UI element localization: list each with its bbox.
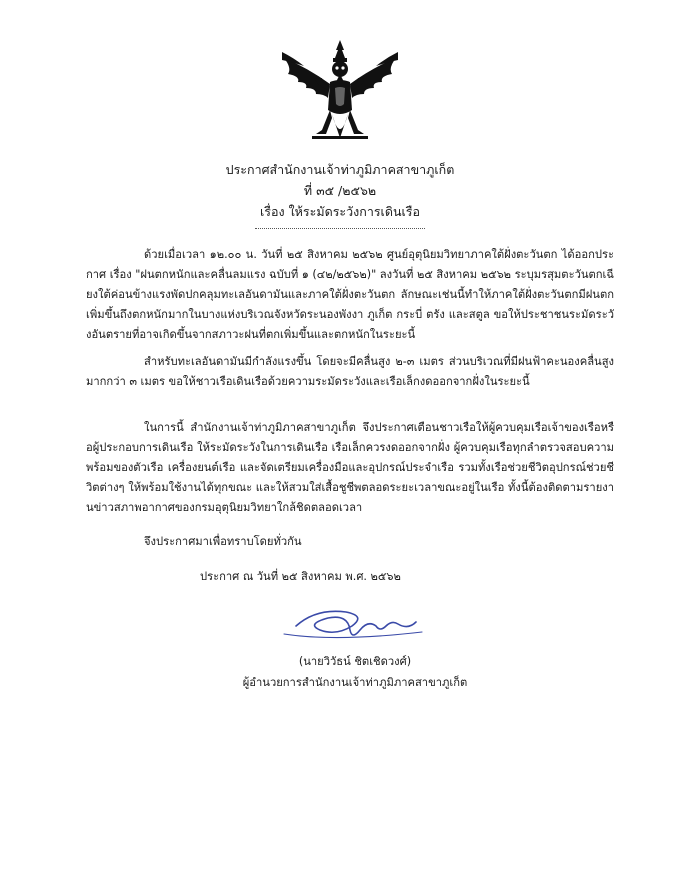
announcement-date: ประกาศ ณ วันที่ ๒๕ สิงหาคม พ.ศ. ๒๕๖๒ <box>200 570 401 583</box>
heading-divider <box>255 228 425 229</box>
body-paragraph-2: สำหรับทะเลอันดามันมีกำลังแรงขึ้น โดยจะมีคลื่นสูง ๒-๓ เมตร ส่วนบริเวณที่มีฝนฟ้าคะนองคลื่นสูงมากกว่า ๓ เมตร ขอให้ชาวเรือเดินเรือด้วยความระมัดระวังและเรือเล็กงดออกจากฝั่งในระยะนี้ <box>86 355 614 388</box>
announcement-number: ที่ ๓๕ /๒๕๖๒ <box>303 183 377 198</box>
signatory-title: ผู้อำนวยการสำนักงานเจ้าท่าภูมิภาคสาขาภูเก็ต <box>242 676 468 689</box>
body-paragraph-3: ในการนี้ สำนักงานเจ้าท่าภูมิภาคสาขาภูเก็ต จึงประกาศเตือนชาวเรือให้ผู้ควบคุมเรือเจ้าของเรือหรือผู้ประกอบการเดินเรือ ให้ระมัดระวังในการเดินเรือ เรือเล็กควรงดออกจากฝั่ง ผู้ควบคุมเรือทุกลำตรวจสอบความพร้อมของตัวเรือ เครื่องยนต์เรือ และจัดเตรียมเครื่องมือและอุปกรณ์ประจำเรือ รวมทั้งเรือช่วยชีวิตอุปกรณ์ช่วยชีวิตต่างๆ ให้พร้อมใช้งานได้ทุกขณะ และให้สวมใส่เสื้อชูชีพตลอดระยะเวลาขณะอยู่ในเรือ ทั้งนี้ต้องติดตามรายงานข่าวสภาพอากาศของกรมอุตุนิยมวิทยาใกล้ชิดตลอดเวลา <box>86 421 614 514</box>
signatory-name: (นายวิวัธน์ ชิตเชิดวงศ์) <box>298 655 412 668</box>
closing-notice: จึงประกาศมาเพื่อทราบโดยทั่วกัน <box>144 535 302 548</box>
handwritten-signature <box>276 596 426 646</box>
announcement-subject: เรื่อง ให้ระมัดระวังการเดินเรือ <box>260 204 420 219</box>
body-paragraph-1: ด้วยเมื่อเวลา ๑๒.๐๐ น. วันที่ ๒๕ สิงหาคม ๒๕๖๒ ศูนย์อุตุนิยมวิทยาภาคใต้ฝั่งตะวันตก ได้ออกประกาศ เรื่อง "ฝนตกหนักและคลื่นลมแรง ฉบับที่ ๑ (๔๒/๒๕๖๒)" ลงวันที่ ๒๕ สิงหาคม ๒๕๖๒ ระบุมรสุมตะวันตกเฉียงใต้ค่อนข้างแรงพัดปกคลุมทะเลอันดามันและภาคใต้ฝั่งตะวันตก ลักษณะเช่นนี้ทำให้ภาคใต้ฝั่งตะวันตกมีฝนตกเพิ่มขึ้นถึงตกหนักมากในบางแห่งบริเวณจังหวัดระนองพังงา ภูเก็ต กระบี่ ตรัง และสตูล ขอให้ประชาชนระมัดระวังอันตรายที่อาจเกิดขึ้นจากสภาวะฝนที่ตกเพิ่มขึ้นและตกหนักในระยะนี้ <box>86 248 614 341</box>
announcement-title: ประกาศสำนักงานเจ้าท่าภูมิภาคสาขาภูเก็ต <box>225 162 455 177</box>
garuda-emblem-icon <box>278 38 402 150</box>
